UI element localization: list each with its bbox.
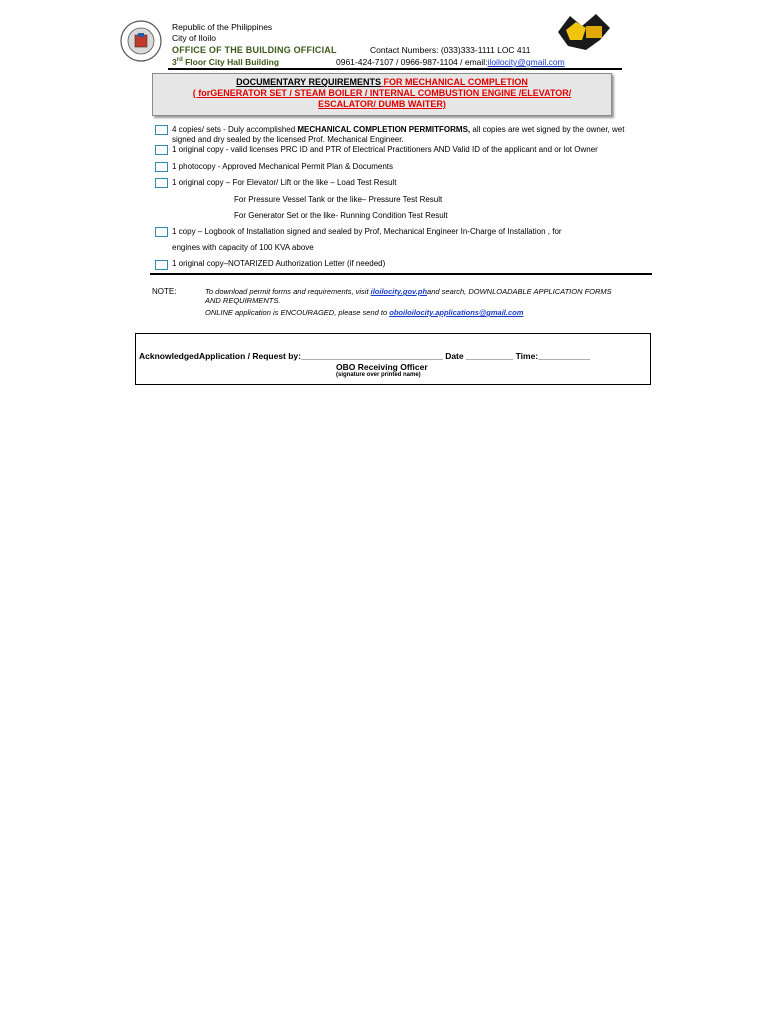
checkbox-authorization[interactable] [155, 260, 168, 270]
note-label: NOTE: [152, 287, 177, 296]
header-city: City of Iloilo [172, 33, 216, 43]
signature-caption: (signature over printed name) [336, 372, 421, 378]
acknowledgement-line: AcknowledgedApplication / Request by:______________________________ Date __________ Time:___________ [139, 351, 591, 361]
header-office: OFFICE OF THE BUILDING OFFICIAL [172, 45, 337, 55]
website-link[interactable]: iloilocity.gov.ph [370, 287, 428, 296]
title-line1: DOCUMENTARY REQUIREMENTS FOR MECHANICAL COMPLETION [236, 77, 528, 87]
header-divider [168, 68, 622, 70]
header-phones: 0961-424-7107 / 0966-987-1104 / email:iloilocity@gmail.com [336, 57, 565, 67]
item-permit-forms-cont: signed and dry sealed by the licensed Prof. Mechanical Engineer. [172, 135, 404, 144]
checkbox-test-results[interactable] [155, 178, 168, 188]
item-approved-plan: 1 photocopy - Approved Mechanical Permit Plan & Documents [172, 162, 394, 171]
items-divider [150, 273, 652, 275]
note-download-cont: AND REQUIRMENTS. [205, 296, 281, 305]
item-load-test: 1 original copy – For Elevator/ Lift or the like – Load Test Result [172, 178, 397, 187]
header-email-link[interactable]: iloilocity@gmail.com [487, 57, 565, 67]
header-floor: 3rd Floor City Hall Building [172, 57, 280, 67]
building-official-logo [556, 12, 612, 52]
item-authorization: 1 original copy–NOTARIZED Authorization Letter (if needed) [172, 259, 386, 268]
header-contact: Contact Numbers: (033)333-1111 LOC 411 [370, 45, 531, 55]
city-seal-logo [120, 20, 162, 62]
item-permit-forms: 4 copies/ sets - Duly accomplished MECHANICAL COMPLETION PERMITFORMS, all copies are wet signed by the owner, wet [172, 125, 625, 134]
application-email-link[interactable]: oboiloilocity.applications@gmail.com [389, 308, 524, 317]
item-licenses: 1 original copy - valid licenses PRC ID and PTR of Electrical Practitioners AND Valid ID of the applicant and or lot Owner [172, 145, 598, 154]
checkbox-permit-forms[interactable] [155, 125, 168, 135]
item-running-test: For Generator Set or the like- Running Condition Test Result [234, 211, 448, 220]
header-republic: Republic of the Philippines [172, 22, 273, 32]
note-download: To download permit forms and requirements, visit iloilocity.gov.phand search, DOWNLOADABLE APPLICATION FORMS [205, 287, 612, 296]
title-box [152, 73, 612, 116]
note-online: ONLINE application is ENCOURAGED, please send to oboiloilocity.applications@gmail.com [205, 308, 524, 317]
title-line3: ESCALATOR/ DUMB WAITER) [318, 99, 446, 109]
checkbox-licenses[interactable] [155, 145, 168, 155]
checkbox-logbook[interactable] [155, 227, 168, 237]
item-logbook-cont: engines with capacity of 100 KVA above [172, 243, 314, 252]
title-line2: ( forGENERATOR SET / STEAM BOILER / INTERNAL COMBUSTION ENGINE /ELEVATOR/ [192, 88, 572, 98]
receiving-officer-label: OBO Receiving Officer [336, 362, 428, 372]
item-logbook: 1 copy – Logbook of Installation signed and sealed by Prof, Mechanical Engineer In-Charge of Installation , for [172, 227, 562, 236]
checkbox-approved-plan[interactable] [155, 162, 168, 172]
item-pressure-test: For Pressure Vessel Tank or the like– Pressure Test Result [234, 195, 443, 204]
